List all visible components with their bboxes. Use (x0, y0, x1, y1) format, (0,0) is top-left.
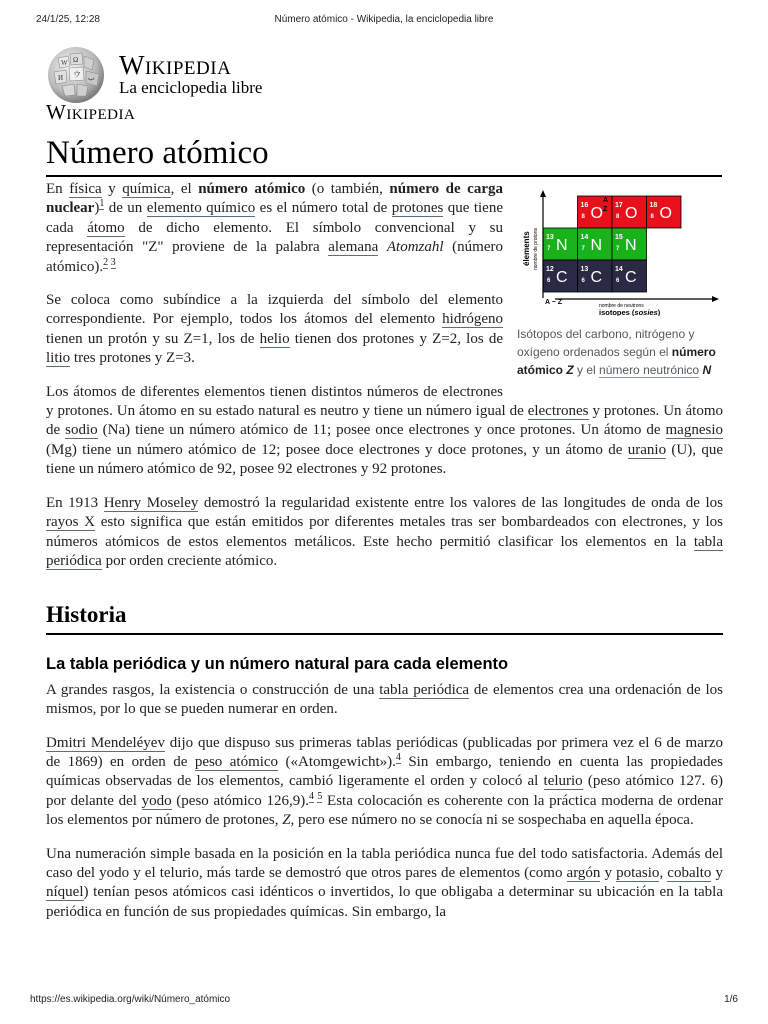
y-axis-arrow-icon (540, 190, 546, 197)
isotope-symbol: N (590, 237, 603, 254)
wikipedia-globe-icon (44, 44, 112, 104)
wikipedia-wordmark-small[interactable]: Wikipedia (46, 100, 136, 124)
isotope-mass-number: 13 (580, 266, 589, 273)
isotope-cell (543, 228, 578, 260)
svg-text:W: W (61, 59, 68, 67)
isotope-cell (612, 260, 647, 292)
link-tabla-periodica-2[interactable]: tabla periódica (379, 681, 470, 698)
isotope-atomic-number: 6 (616, 278, 620, 284)
isotope-symbol: O (659, 205, 672, 222)
link-henry-moseley[interactable]: Henry Moseley (103, 494, 199, 511)
isotope-chart[interactable] (517, 186, 723, 316)
link-alemana[interactable]: alemana (328, 239, 379, 256)
isotope-symbol: O (590, 205, 603, 222)
page-title: Número atómico (46, 133, 722, 177)
reference-5[interactable]: 5 (317, 790, 323, 802)
label-z: Z (603, 206, 608, 213)
isotope-cell (543, 260, 578, 292)
svg-text:И: И (58, 74, 64, 82)
link-niquel[interactable]: níquel (46, 884, 84, 901)
intro-paragraph-2: Se coloca como subíndice a la izquierda del símbolo del elemento correspondiente. Por ejemplo, todos los átomos del elemento hidrógeno tienen un protón y su Z=1, los de helio tienen dos protones y Z=2, los de litio tres protones y Z=3. (46, 292, 503, 367)
isotope-cell (578, 228, 613, 260)
wikipedia-tagline: La enciclopedia libre (119, 78, 263, 97)
link-protones[interactable]: protones (391, 200, 444, 217)
isotope-cell (647, 196, 682, 228)
reference-3[interactable]: 3 (110, 256, 116, 268)
print-date: 24/1/25, 12:28 (36, 14, 100, 25)
print-footer (0, 994, 768, 1008)
isotope-figure (517, 186, 723, 379)
link-fisica[interactable]: física (69, 181, 102, 197)
link-yodo[interactable]: yodo (141, 792, 172, 809)
isotope-atomic-number: 8 (650, 214, 654, 220)
link-telurio[interactable]: telurio (543, 773, 583, 790)
intro-paragraph-1: En física y química, el número atómico (o también, número de carga nuclear)$^1$ de un elemento químico es el número total de protones que tiene cada átomo de dicho elemento. El símbolo convencional y su representación "Z" proviene de la palabra alemana Atomzahl (número atómico).$^{2 3}$ (46, 181, 503, 275)
historia-paragraph-3: Una numeración simple basada en la posición en la tabla periódica nunca fue del todo satisfactoria. Además del caso del yodo y el telurio, más tarde se demostró que otros pares de elementos (como argón y potasio, cobalto y níquel) tenían pesos atómicos casi idénticos o invertidos, lo que obligaba a determinar su ubicación en la tabla periódica en función de sus propiedades químicas. Sin embargo, la (46, 845, 724, 920)
intro-paragraph-4: En 1913 Henry Moseley demostró la regularidad existente entre los valores de las longitudes de onda de los rayos X esto significa que están emitidos por diferentes metales tras ser bombardeados con electrones, y los números atómicos de estos elementos metálicos. Este hecho permitió clasificar los elementos en la tabla periódica por orden creciente atómico. (46, 494, 724, 569)
y-axis-label: élements (522, 231, 531, 266)
link-uranio[interactable]: uranio (627, 441, 667, 458)
svg-text:ب: ب (88, 74, 95, 82)
isotope-symbol: C (625, 269, 637, 286)
link-hidrogeno[interactable]: hidrógeno (442, 311, 503, 328)
reference-2[interactable]: 2 (103, 256, 109, 268)
x-axis-label: isotopes (sosies) (599, 308, 661, 316)
link-litio[interactable]: litio (46, 350, 71, 367)
svg-text:ウ: ウ (73, 70, 81, 79)
link-atomo[interactable]: átomo (87, 219, 125, 236)
isotope-symbol: N (625, 237, 637, 254)
isotope-cell (612, 196, 647, 228)
link-magnesio[interactable]: magnesio (665, 422, 723, 439)
figure-caption: Isótopos del carbono, nitrógeno y oxígeno ordenados según el número atómico Z y el número neutrónico N (517, 327, 716, 378)
link-cobalto[interactable]: cobalto (667, 864, 712, 881)
link-sodio[interactable]: sodio (65, 422, 98, 439)
isotope-mass-number: 18 (649, 202, 658, 209)
print-page-title: Número atómico - Wikipedia, la enciclopedia libre (274, 14, 494, 25)
isotope-mass-number: 12 (546, 266, 554, 273)
link-numero-neutronico[interactable]: número neutrónico (599, 363, 700, 378)
isotope-atomic-number: 7 (547, 246, 551, 252)
section-heading-historia: Historia (46, 599, 723, 635)
link-tabla-periodica[interactable]: tabla periódica (46, 533, 723, 569)
isotope-mass-number: 14 (580, 234, 589, 241)
label-a-minus-z: A − Z (545, 299, 563, 306)
link-quimica[interactable]: química (122, 181, 171, 197)
isotope-atomic-number: 6 (547, 278, 551, 284)
link-helio[interactable]: helio (259, 330, 290, 347)
isotope-mass-number: 15 (615, 234, 623, 241)
subsection-heading-tabla: La tabla periódica y un número natural para cada elemento (46, 655, 509, 674)
print-header (0, 14, 768, 28)
article-body (46, 180, 723, 936)
y-axis-sublabel: nombre de protons (533, 228, 539, 270)
intro-paragraph-3: Los átomos de diferentes elementos tienen distintos números de electrones y protones. Un átomo en su estado natural es neutro y tiene un número igual de electrones y protones. Un átomo de sodio (Na) tiene un número atómico de 11; posee once electrones y once protones. Un átomo de magnesio (Mg) tiene un número atómico de 12; posee doce electrones y doce protones, y un átomo de uranio (U), que tiene un número atómico de 92, posee 92 electrones y 92 protones. (46, 383, 723, 478)
isotope-symbol: C (590, 269, 603, 286)
x-axis-arrow-icon (712, 296, 719, 302)
label-a: A (603, 197, 609, 204)
isotope-symbol: N (556, 237, 568, 254)
isotope-symbol: C (556, 269, 568, 286)
reference-4[interactable]: 4 (395, 751, 401, 763)
x-axis-sublabel: nombre de neutrons (599, 303, 644, 309)
link-mendeleyev[interactable]: Dmitri Mendeléyev (46, 734, 165, 751)
isotope-atomic-number: 8 (616, 214, 620, 220)
isotope-cell (578, 260, 613, 292)
isotope-mass-number: 14 (615, 266, 623, 273)
print-page-number: 1/6 (724, 994, 738, 1005)
isotope-cell (612, 228, 647, 260)
isotope-atomic-number: 7 (581, 246, 585, 252)
link-potasio[interactable]: potasio (616, 864, 660, 881)
isotope-mass-number: 16 (580, 202, 589, 209)
link-elemento-quimico[interactable]: elemento químico (146, 200, 256, 217)
link-electrones[interactable]: electrones (527, 403, 589, 420)
isotope-mass-number: 13 (546, 234, 554, 241)
isotope-atomic-number: 7 (616, 246, 620, 252)
reference-4b[interactable]: 4 (308, 790, 314, 802)
print-url: https://es.wikipedia.org/wiki/Número_atómico (30, 994, 231, 1005)
reference-1[interactable]: 1 (99, 198, 105, 210)
link-peso-atomico[interactable]: peso atómico (194, 753, 279, 770)
link-rayos-x[interactable]: rayos X (46, 514, 96, 531)
isotope-symbol: O (625, 205, 638, 222)
wikipedia-wordmark: Wikipedia (119, 50, 232, 80)
historia-paragraph-2: Dmitri Mendeléyev dijo que dispuso sus primeras tablas periódicas (publicadas por primera vez el 6 de marzo de 1869) en orden de peso atómico («Atomgewicht»).$^4$ Sin embargo, teniendo en cuenta las propiedades químicas observadas de los elementos, cambió ligeramente el orden y colocó al telurio (peso atómico 127. 6) por delante del yodo (peso atómico 126,9).$^{4 5}$ Esta colocación es coherente con la práctica moderna de ordenar los elementos por número de protones, Z, pero ese número no se conocía ni se sospechaba en aquella época. (46, 734, 724, 829)
svg-text:Ω: Ω (73, 56, 79, 64)
historia-paragraph-1: A grandes rasgos, la existencia o construcción de una tabla periódica de elementos crea una ordenación de los mismos, por lo que se pueden numerar en orden. (46, 681, 723, 718)
link-argon[interactable]: argón (566, 864, 601, 881)
isotope-mass-number: 17 (615, 202, 623, 209)
isotope-atomic-number: 8 (581, 214, 585, 220)
isotope-atomic-number: 6 (581, 278, 585, 284)
